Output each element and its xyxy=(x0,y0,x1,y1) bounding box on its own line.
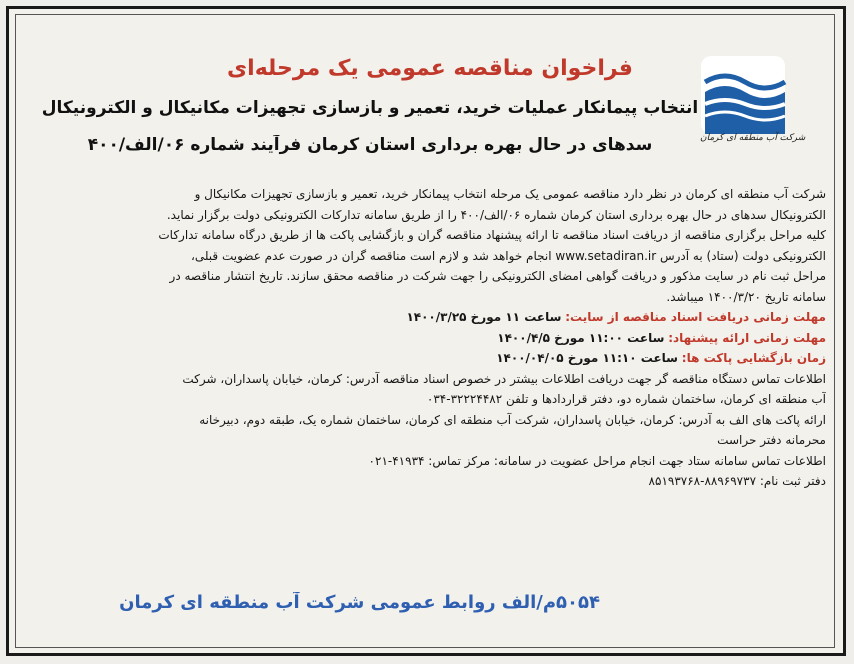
deadline-value: ساعت ۱۱:۰۰ مورخ ۱۴۰۰/۴/۵ xyxy=(497,330,665,345)
contact-line: دفتر ثبت نام: ۸۸۹۶۹۷۳۷-۸۵۱۹۳۷۶۸ xyxy=(648,474,826,488)
company-logo-icon xyxy=(695,52,791,142)
paragraph-line: سامانه تاریخ ۱۴۰۰/۳/۲۰ میباشد. xyxy=(666,289,826,304)
contact-line: اطلاعات تماس دستگاه مناقصه گر جهت دریافت اطلاعات بیشتر در خصوص اسناد مناقصه آدرس: کرمان، خیابان پاسداران، شرکت xyxy=(182,371,826,386)
paragraph-line: کلیه مراحل برگزاری مناقصه از دریافت اسناد مناقصه تا ارائه پیشنهاد مناقصه گران و بازگشایی پاکت ها از طریق درگاه سامانه تدارکات xyxy=(158,228,826,242)
deadline-value: ساعت ۱۱ مورخ ۱۴۰۰/۳/۲۵ xyxy=(406,310,562,324)
paragraph-line: الکترونیکال سدهای در حال بهره برداری استان کرمان شماره ۰۶/الف/۴۰۰ را از طریق سامانه تدارکات الکترونیکی دولت برگزار نماید. xyxy=(166,207,826,222)
contact-line: آب منطقه ای کرمان، ساختمان شماره دو، دفتر قراردادها و تلفن ۳۲۲۲۴۴۸۲-۰۳۴ xyxy=(426,392,826,406)
deadline-row xyxy=(28,328,826,349)
paragraph-line: شرکت آب منطقه ای کرمان در نظر دارد مناقصه عمومی یک مرحله انتخاب پیمانکار خرید، تعمیر و بازسازی تجهیزات مکانیکال و xyxy=(194,187,826,201)
contact-line: محرمانه دفتر حراست xyxy=(717,433,826,447)
deadline-row xyxy=(28,307,826,328)
paragraph-line: الکترونیکی دولت (ستاد) به آدرس www.setadiran.ir انجام خواهد شد و لازم است مناقصه گران در صورت عدم عضویت قبلی، xyxy=(190,248,826,263)
notice-subtitle-1: انتخاب پیمانکار عملیات خرید، تعمیر و بازسازی تجهیزات مکانیکال و الکترونیکال xyxy=(41,98,699,118)
paragraph-line: مراحل ثبت نام در سایت مذکور و دریافت گواهی امضای الکترونیکی را جهت شرکت در مناقصه محقق سازند. تاریخ انتشار مناقصه در xyxy=(169,269,826,283)
deadline-label: زمان بازگشایی پاکت ها: xyxy=(681,351,826,365)
notice-body xyxy=(28,184,826,604)
notice-footer: ۵۰۵۴م/الف روابط عمومی شرکت آب منطقه ای کرمان xyxy=(119,592,600,613)
deadline-row xyxy=(28,348,826,369)
notice-title: فراخوان مناقصه عمومی یک مرحله‌ای xyxy=(227,56,633,81)
deadline-label: مهلت زمانی ارائه پیشنهاد: xyxy=(668,330,826,345)
contact-line: اطلاعات تماس سامانه ستاد جهت انجام مراحل عضویت در سامانه: مرکز تماس: ۴۱۹۳۴-۰۲۱ xyxy=(368,453,826,468)
deadline-label: مهلت زمانی دریافت اسناد مناقصه از سایت: xyxy=(565,310,826,324)
logo-caption: شرکت آب منطقه ای کرمان xyxy=(700,133,806,143)
notice-subtitle-2: سدهای در حال بهره برداری استان کرمان فرآیند شماره ۰۶/الف/۴۰۰ xyxy=(87,135,653,155)
deadline-value: ساعت ۱۱:۱۰ مورخ ۱۴۰۰/۰۴/۰۵ xyxy=(496,351,678,365)
contact-line: ارائه پاکت های الف به آدرس: کرمان، خیابان پاسداران، شرکت آب منطقه ای کرمان، ساختمان شماره یک، طبقه دوم، دبیرخانه xyxy=(199,412,826,427)
